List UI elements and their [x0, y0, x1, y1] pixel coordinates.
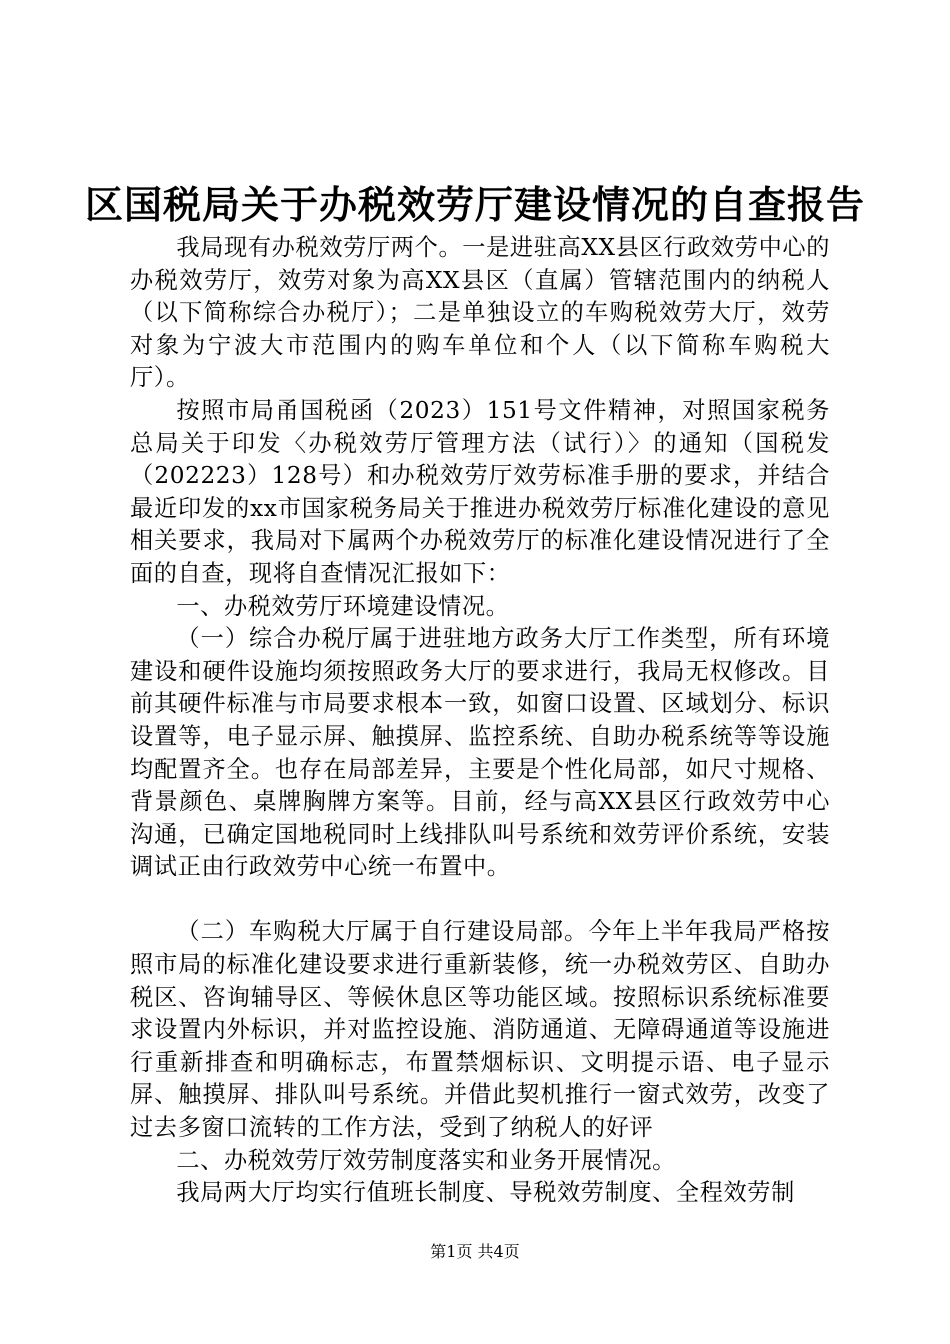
paragraph-vehicle-tax-hall: （二）车购税大厅属于自行建设局部。今年上半年我局严格按照市局的标准化建设要求进行重新装修，统一办税效劳区、自助办税区、咨询辅导区、等候休息区等功能区域。按照标识系统标准要求设置内外标识，并对监控设施、消防通道、无障碍通道等设施进行重新排查和明确标志，布置禁烟标识、文明提示语、电子显示屏、触摸屏、排队叫号系统。并借此契机推行一窗式效劳，改变了过去多窗口流转的工作方法，受到了纳税人的好评 [130, 918, 830, 1142]
section-heading-service-system: 二、办税效劳厅效劳制度落实和业务开展情况。 [176, 1146, 676, 1174]
section-heading-environment: 一、办税效劳厅环境建设情况。 [176, 592, 510, 620]
paragraph-intro: 我局现有办税效劳厅两个。一是进驻高XX县区行政效劳中心的办税效劳厅，效劳对象为高XX县区（直属）管辖范围内的纳税人（以下简称综合办税厅）；二是单独设立的车购税效劳大厅，效劳对象为宁波大市范围内的购车单位和个人（以下简称车购税大厅）。 [130, 234, 830, 392]
paragraph-basis: 按照市局甬国税函（2023）151号文件精神，对照国家税务总局关于印发〈办税效劳厅管理方法（试行）〉的通知（国税发（202223）128号）和办税效劳厅效劳标准手册的要求，并结合最近印发的xx市国家税务局关于推进办税效劳厅标准化建设的意见相关要求，我局对下属两个办税效劳厅的标准化建设情况进行了全面的自查，现将自查情况汇报如下： [130, 396, 830, 587]
document-title: 区国税局关于办税效劳厅建设情况的自查报告 [84, 182, 865, 227]
paragraph-service-system: 我局两大厅均实行值班长制度、导税效劳制度、全程效劳制 [176, 1179, 795, 1207]
document-body [130, 232, 830, 1210]
page-number-footer: 第1页 共4页 [430, 1242, 520, 1261]
paragraph-comprehensive-hall: （一）综合办税厅属于进驻地方政务大厅工作类型，所有环境建设和硬件设施均须按照政务大厅的要求进行，我局无权修改。目前其硬件标准与市局要求根本一致，如窗口设置、区域划分、标识设置等，电子显示屏、触摸屏、监控系统、自助办税系统等等设施均配置齐全。也存在局部差异，主要是个性化局部，如尺寸规格、背景颜色、桌牌胸牌方案等。目前，经与高XX县区行政效劳中心沟通，已确定国地税同时上线排队叫号系统和效劳评价系统，安装调试正由行政效劳中心统一布置中。 [130, 625, 830, 881]
